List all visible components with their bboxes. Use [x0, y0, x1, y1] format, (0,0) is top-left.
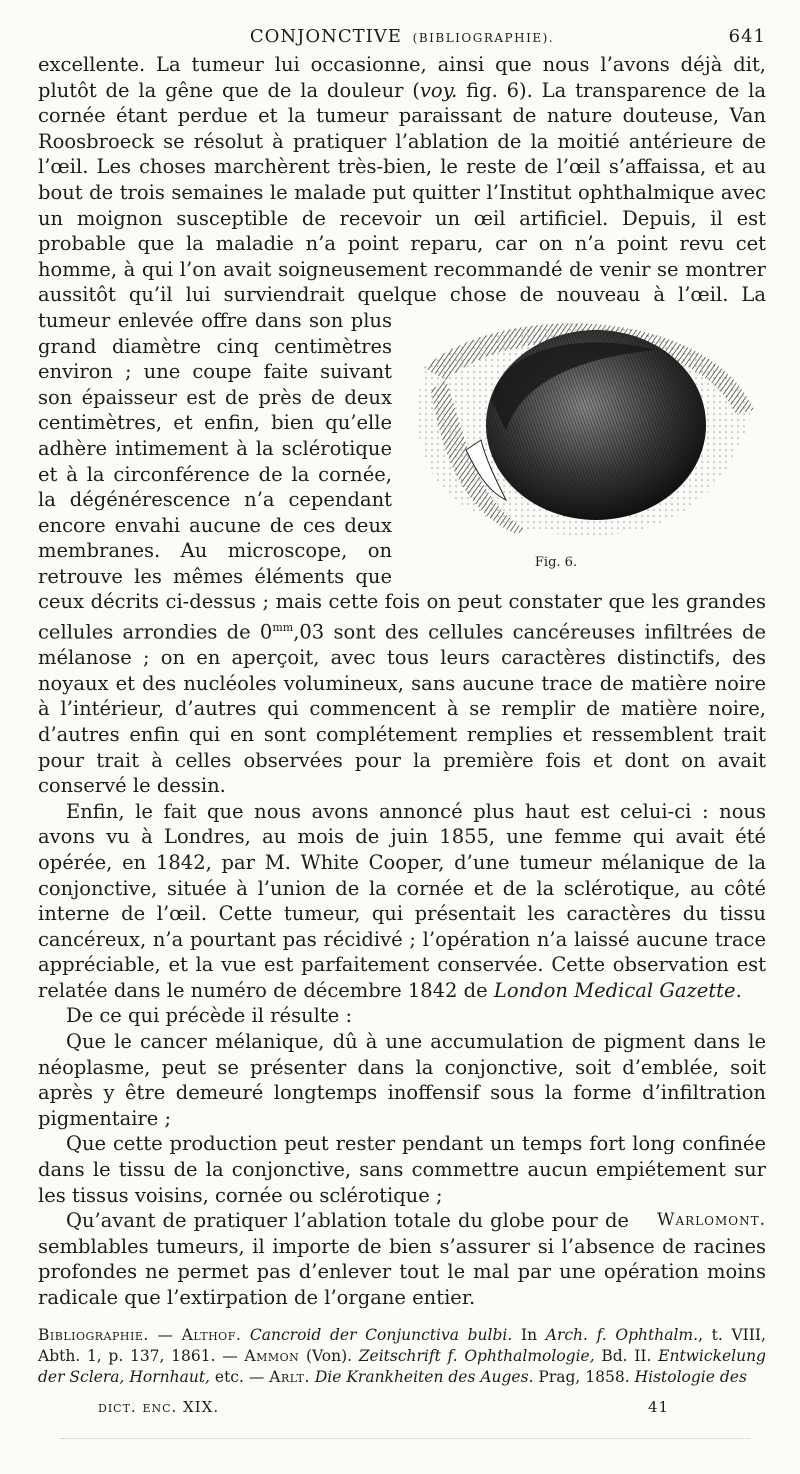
tumor-engraving: [406, 310, 766, 550]
p1-lead: excellente. La tumeur lui occasionne, ainsi que nous l’avons déjà dit, plutôt de la gêne que de la douleur (: [38, 53, 766, 102]
paragraph-5: Que cette production peut rester pendant un temps fort long confinée dans le tissu de la conjonctive, sans commettre aucun empiétement sur les tissus voisins, cornée ou sclérotique ;: [38, 1132, 766, 1207]
p2-journal: London Medical Gazette: [493, 978, 736, 1002]
p1-end: ,03 sont des cellules cancéreuses infiltrées de mélanose ; on en aperçoit, avec tous leurs caractères distinctifs, des noyaux et des nucléoles volumineux, sans aucune trace de matière noire à l’intérieur, d’autres qui commencent à se remplir de matière noire, d’autres enfin qui en sont complétement remplies et ressemblent trait pour trait à celles observées pour la première fois et dont on avait conservé le dessin.: [38, 620, 767, 798]
p1-rest: fig. 6). La transparence de la cornée étant perdue et la tumeur paraissant de nature douteuse, Van Roosbroeck se résolut à pratiquer l’ablation de la moitié antérieure de l’œil. Les choses marchèrent très-bien, le reste de l’œil s’affaissa, et au bout de trois semaines le malade put quitter l’Institut ophthalmique avec un moignon susceptible de recevoir un œil artificiel. Depuis, il est probable que la maladie n’a point reparu, car on n’a point revu cet homme, à qui l’on avait soigneusement recommandé de venir se montrer aussitôt qu’il lui surviendrait quelque chose de nouveau à l’œil. La tumeur enlevée offre dans son plus grand diamètre cinq centimètres environ ; une coupe faite suivant son épaisseur est de près de deux centimètres, et enfin, bien qu’elle adhère intimement à la sclérotique et à la circonférence de la cornée, la dégénérescence n’a cependant encore envahi aucune de ces deux membranes. Au microscope, on retrouve les mêmes éléments que ceux décrits ci-dessus ; mais cette fois on peut constater que les grandes cellules arrondies de 0: [38, 78, 766, 644]
bib-author-2: Ammon: [244, 1346, 300, 1365]
bibliography-label: Bibliographie.: [38, 1325, 149, 1344]
bibliography: [38, 1325, 766, 1388]
figure-caption: Fig. 6.: [534, 555, 578, 570]
p6-text: Qu’avant de pratiquer l’ablation totale du globe pour de semblables tumeurs, il importe de bien s’assurer si l’absence de racines profondes ne permet pas d’enlever tout le mal par une opération moins radicale que l’extirpation de l’organe entier.: [38, 1209, 766, 1309]
header-subtitle: (BIBLIOGRAPHIE).: [412, 31, 555, 45]
bib-sep-1: In: [512, 1325, 546, 1344]
p2-end: .: [735, 978, 742, 1002]
bib-dash: —: [148, 1325, 182, 1344]
bib-ref-2: (Von).: [299, 1346, 359, 1365]
footer-signature-mark: dict. enc. XIX.: [98, 1397, 220, 1416]
bib-title-4: Die Krankheiten des Auges.: [309, 1367, 534, 1386]
bib-ref-4: etc. —: [209, 1367, 270, 1386]
paragraph-6: [38, 1208, 766, 1310]
paragraph-3: De ce qui précède il résulte :: [66, 1004, 353, 1028]
bib-ref-3: Bd. II.: [594, 1346, 659, 1365]
signature: Warlomont.: [656, 1210, 766, 1231]
figure-6: [406, 310, 766, 576]
page-footer: [38, 1398, 766, 1422]
bib-title-2: Zeitschrift f. Ophthalmologie,: [358, 1346, 595, 1365]
bib-journal-1: Arch. f. Ophthalm.: [545, 1325, 699, 1344]
bib-title-1: Cancroid der Conjunctiva bulbi.: [241, 1325, 513, 1344]
paragraph-1: [38, 52, 766, 799]
paragraph-4: Que le cancer mélanique, dû à une accumulation de pigment dans le néoplasme, peut se présenter dans la conjonctive, soit d’emblée, soit après y être demeuré longtemps inoffensif sous la forme d’infiltration pigmentaire ;: [38, 1030, 766, 1130]
footer-sheet-number: 41: [648, 1397, 670, 1416]
bib-author-1: Althof.: [181, 1325, 242, 1344]
page-number: 641: [728, 26, 766, 47]
bib-title-5: Histologie des: [634, 1367, 747, 1386]
running-header: [38, 26, 766, 52]
p2-text: Enfin, le fait que nous avons annoncé plus haut est celui-ci : nous avons vu à Londres, au mois de juin 1855, une femme qui avait été opérée, en 1842, par M. White Cooper, d’une tumeur mélanique de la conjonctive, située à l’union de la cornée et de la sclérotique, au côté interne de l’œil. Cette tumeur, qui présentait les caractères du tissu cancéreux, n’a pourtant pas récidivé ; l’opération n’a laissé aucune trace appréciable, et la vue est parfaitement conservée. Cette observation est relatée dans le numéro de décembre 1842 de: [38, 799, 766, 1002]
print-specks: [60, 1438, 750, 1443]
bib-title-3: Entwickelung der Sclera, Hornhaut,: [38, 1346, 766, 1386]
bib-ref-1: , t. VIII, Abth. 1, p. 137, 1861. —: [38, 1325, 766, 1365]
page: [38, 26, 766, 1422]
paragraph-2: [38, 799, 766, 1004]
bib-author-3: Arlt.: [269, 1367, 310, 1386]
header-title: CONJONCTIVE: [249, 26, 402, 47]
body-text: [38, 52, 766, 1311]
p1-mm: mm: [272, 621, 294, 635]
bib-ref-5: Prag, 1858.: [533, 1367, 635, 1386]
p1-voy: voy.: [419, 78, 458, 102]
